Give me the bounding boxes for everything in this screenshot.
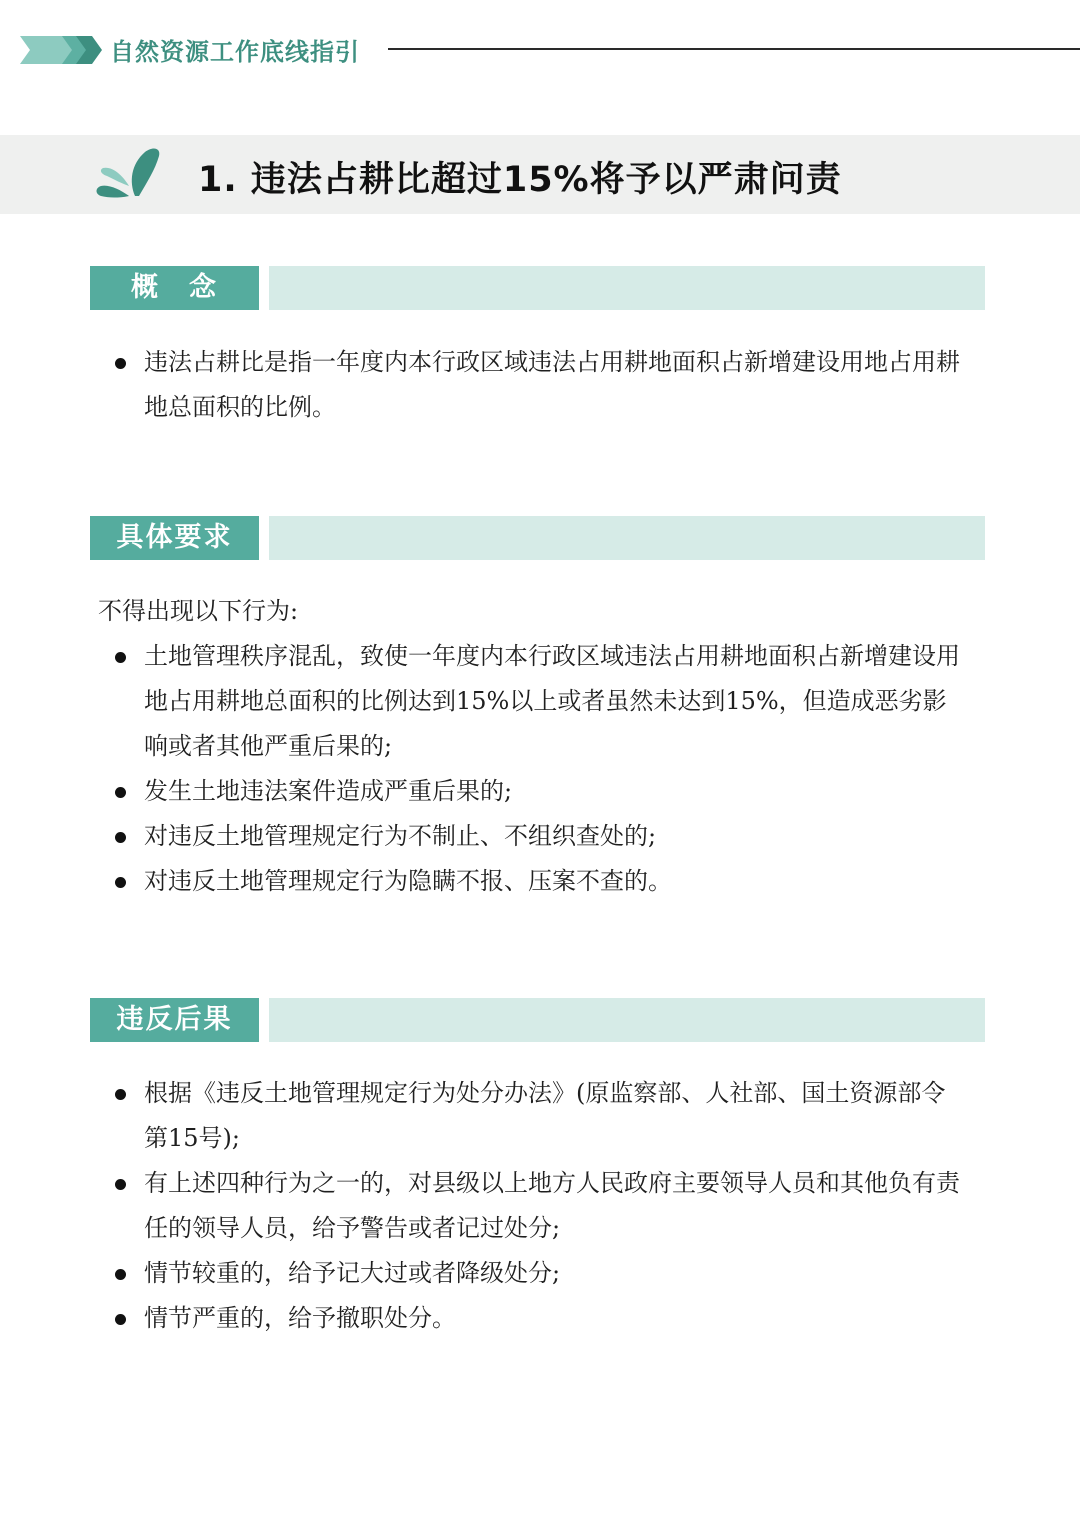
header-divider xyxy=(388,48,1080,50)
series-title: 自然资源工作底线指引 xyxy=(110,38,360,66)
section-header-concept xyxy=(90,266,985,310)
list-item: 对违反土地管理规定行为不制止、不组织查处的; xyxy=(110,814,960,859)
triple-chevron-right-icon xyxy=(20,36,102,64)
list-item: 土地管理秩序混乱，致使一年度内本行政区域违法占用耕地面积占新增建设用地占用耕地总面积的比例达到15%以上或者虽然未达到15%，但造成恶劣影响或者其他严重后果的; xyxy=(110,634,960,769)
section-header-fill xyxy=(269,998,985,1042)
section-header-fill xyxy=(269,516,985,560)
list-item: 有上述四种行为之一的，对县级以上地方人民政府主要领导人员和其他负有责任的领导人员，给予警告或者记过处分; xyxy=(110,1161,960,1251)
list-item: 情节严重的，给予撤职处分。 xyxy=(110,1296,960,1341)
section-header-consequences xyxy=(90,998,985,1042)
leaf-splash-icon xyxy=(95,146,163,198)
section-label: 具体要求 xyxy=(90,516,259,560)
page-title: 1. 违法占耕比超过15%将予以严肃问责 xyxy=(198,160,842,200)
section-label: 违反后果 xyxy=(90,998,259,1042)
list-item: 违法占耕比是指一年度内本行政区域违法占用耕地面积占新增建设用地占用耕地总面积的比例。 xyxy=(110,340,960,430)
list-item: 对违反土地管理规定行为隐瞒不报、压案不查的。 xyxy=(110,859,960,904)
list-item: 根据《违反土地管理规定行为处分办法》(原监察部、人社部、国土资源部令第15号); xyxy=(110,1071,960,1161)
document-header xyxy=(0,0,1080,100)
requirements-intro: 不得出现以下行为: xyxy=(98,597,299,625)
consequences-list xyxy=(110,1071,960,1341)
requirements-list xyxy=(110,634,960,904)
section-header-requirements xyxy=(90,516,985,560)
section-label: 概 念 xyxy=(90,266,259,310)
list-item: 发生土地违法案件造成严重后果的; xyxy=(110,769,960,814)
section-header-fill xyxy=(269,266,985,310)
list-item: 情节较重的，给予记大过或者降级处分; xyxy=(110,1251,960,1296)
concept-list xyxy=(110,340,960,430)
